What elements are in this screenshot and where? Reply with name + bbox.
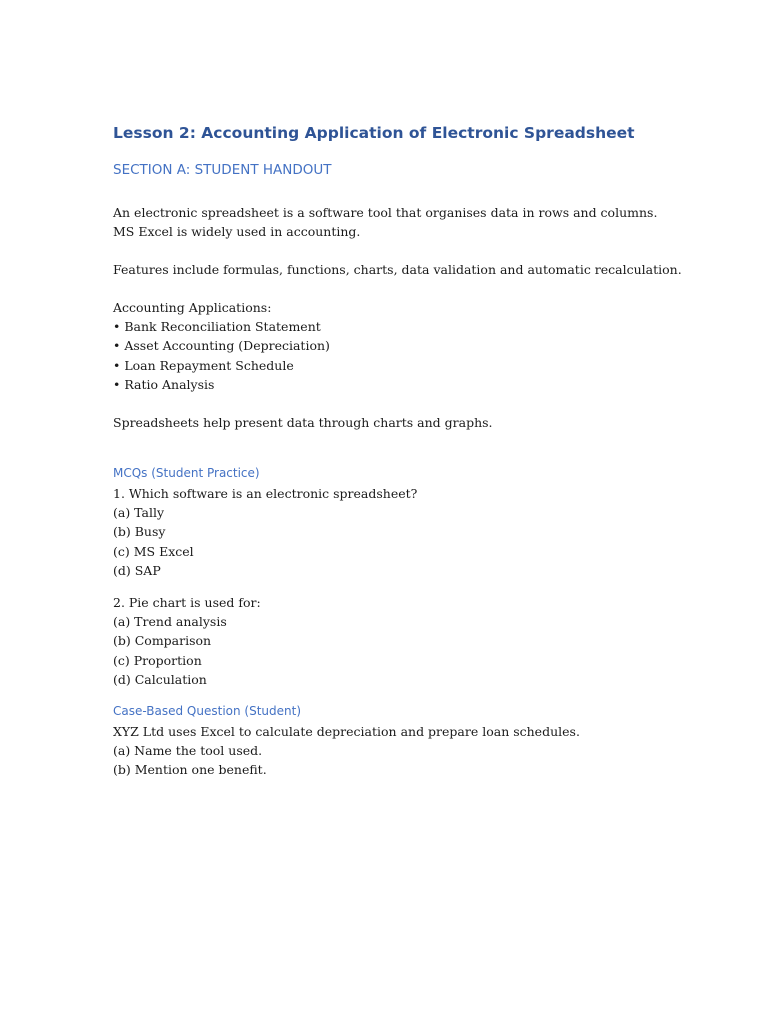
case-question-body	[113, 722, 580, 780]
summary-paragraph	[113, 413, 493, 432]
lesson-title: Lesson 2: Accounting Application of Electronic Spreadsheet	[113, 124, 635, 142]
applications-heading: Accounting Applications:	[113, 300, 272, 315]
applications-list	[113, 298, 330, 394]
answer-option: (d) SAP	[113, 562, 161, 578]
case-scenario: XYZ Ltd uses Excel to calculate depreciation and prepare loan schedules.	[113, 724, 580, 739]
case-part: (a) Name the tool used.	[113, 743, 263, 759]
mcq-question-2	[113, 593, 261, 689]
mcq-heading: MCQs (Student Practice)	[113, 466, 260, 480]
answer-option: (d) Calculation	[113, 671, 207, 687]
mcq-question-1	[113, 484, 417, 580]
list-item: • Loan Repayment Schedule	[113, 357, 294, 373]
answer-option: (c) Proportion	[113, 652, 202, 668]
question-text: 2. Pie chart is used for:	[113, 595, 261, 610]
case-question-heading: Case-Based Question (Student)	[113, 704, 302, 718]
intro-paragraph	[113, 203, 657, 241]
section-heading: SECTION A: STUDENT HANDOUT	[113, 162, 332, 178]
answer-option: (b) Comparison	[113, 633, 212, 649]
list-item: • Asset Accounting (Depreciation)	[113, 338, 330, 354]
list-item: • Ratio Analysis	[113, 376, 215, 392]
intro-line: MS Excel is widely used in accounting.	[113, 224, 361, 240]
answer-option: (a) Trend analysis	[113, 614, 227, 630]
question-text: 1. Which software is an electronic spreadsheet?	[113, 486, 418, 501]
features-paragraph	[113, 260, 682, 279]
answer-option: (a) Tally	[113, 505, 165, 521]
answer-option: (c) MS Excel	[113, 543, 194, 559]
features-text: Features include formulas, functions, charts, data validation and automatic recalculation.	[113, 262, 682, 277]
intro-line: An electronic spreadsheet is a software tool that organises data in rows and columns.	[113, 205, 658, 220]
list-item: • Bank Reconciliation Statement	[113, 319, 321, 335]
answer-option: (b) Busy	[113, 524, 166, 540]
case-part: (b) Mention one benefit.	[113, 762, 267, 778]
document-page	[113, 0, 682, 1024]
summary-text: Spreadsheets help present data through charts and graphs.	[113, 415, 493, 430]
